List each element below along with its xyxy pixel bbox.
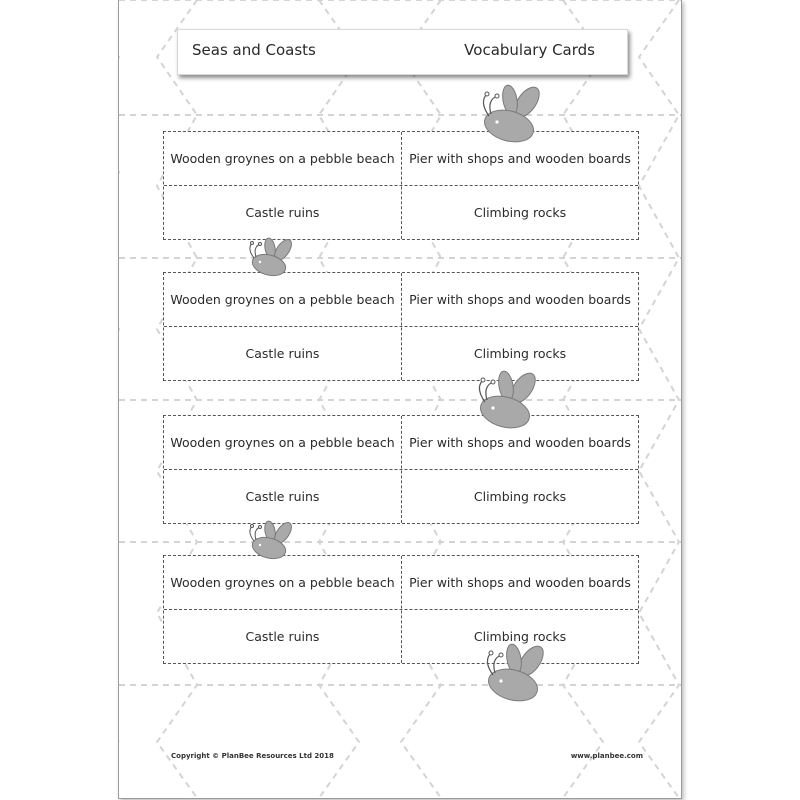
bee-icon <box>467 84 557 146</box>
vocabulary-card: Wooden groynes on a pebble beach <box>170 151 395 166</box>
vocabulary-card: Climbing rocks <box>473 489 567 504</box>
bee-icon <box>471 643 561 705</box>
vocabulary-card: Pier with shops and wooden boards <box>409 435 631 450</box>
card-set-2 <box>163 272 639 381</box>
bee-icon <box>463 370 553 432</box>
vocabulary-card: Climbing rocks <box>473 205 567 220</box>
vocabulary-card: Pier with shops and wooden boards <box>409 292 631 307</box>
vocabulary-card: Climbing rocks <box>473 629 567 644</box>
vocabulary-card: Castle ruins <box>245 205 320 220</box>
vocabulary-card: Climbing rocks <box>473 346 567 361</box>
vocabulary-card: Castle ruins <box>245 346 320 361</box>
bee-icon <box>239 236 299 280</box>
worksheet-title: Seas and Coasts <box>192 41 316 59</box>
card-set-3 <box>163 415 639 524</box>
website-link[interactable]: www.planbee.com <box>570 752 643 760</box>
title-bar <box>177 29 628 75</box>
vocabulary-card: Pier with shops and wooden boards <box>409 575 631 590</box>
vocabulary-card: Castle ruins <box>245 629 320 644</box>
copyright-text: Copyright © PlanBee Resources Ltd 2018 <box>171 752 334 760</box>
bee-icon <box>239 519 299 563</box>
vocabulary-card: Pier with shops and wooden boards <box>409 151 631 166</box>
card-set-4 <box>163 555 639 664</box>
vocabulary-card: Wooden groynes on a pebble beach <box>170 292 395 307</box>
vocabulary-card: Wooden groynes on a pebble beach <box>170 575 395 590</box>
hexagon-pattern-background <box>119 0 681 798</box>
vocabulary-card: Wooden groynes on a pebble beach <box>170 435 395 450</box>
worksheet-subtitle: Vocabulary Cards <box>464 41 595 59</box>
card-set-1 <box>163 131 639 240</box>
worksheet-page <box>118 0 682 799</box>
vocabulary-card: Castle ruins <box>245 489 320 504</box>
